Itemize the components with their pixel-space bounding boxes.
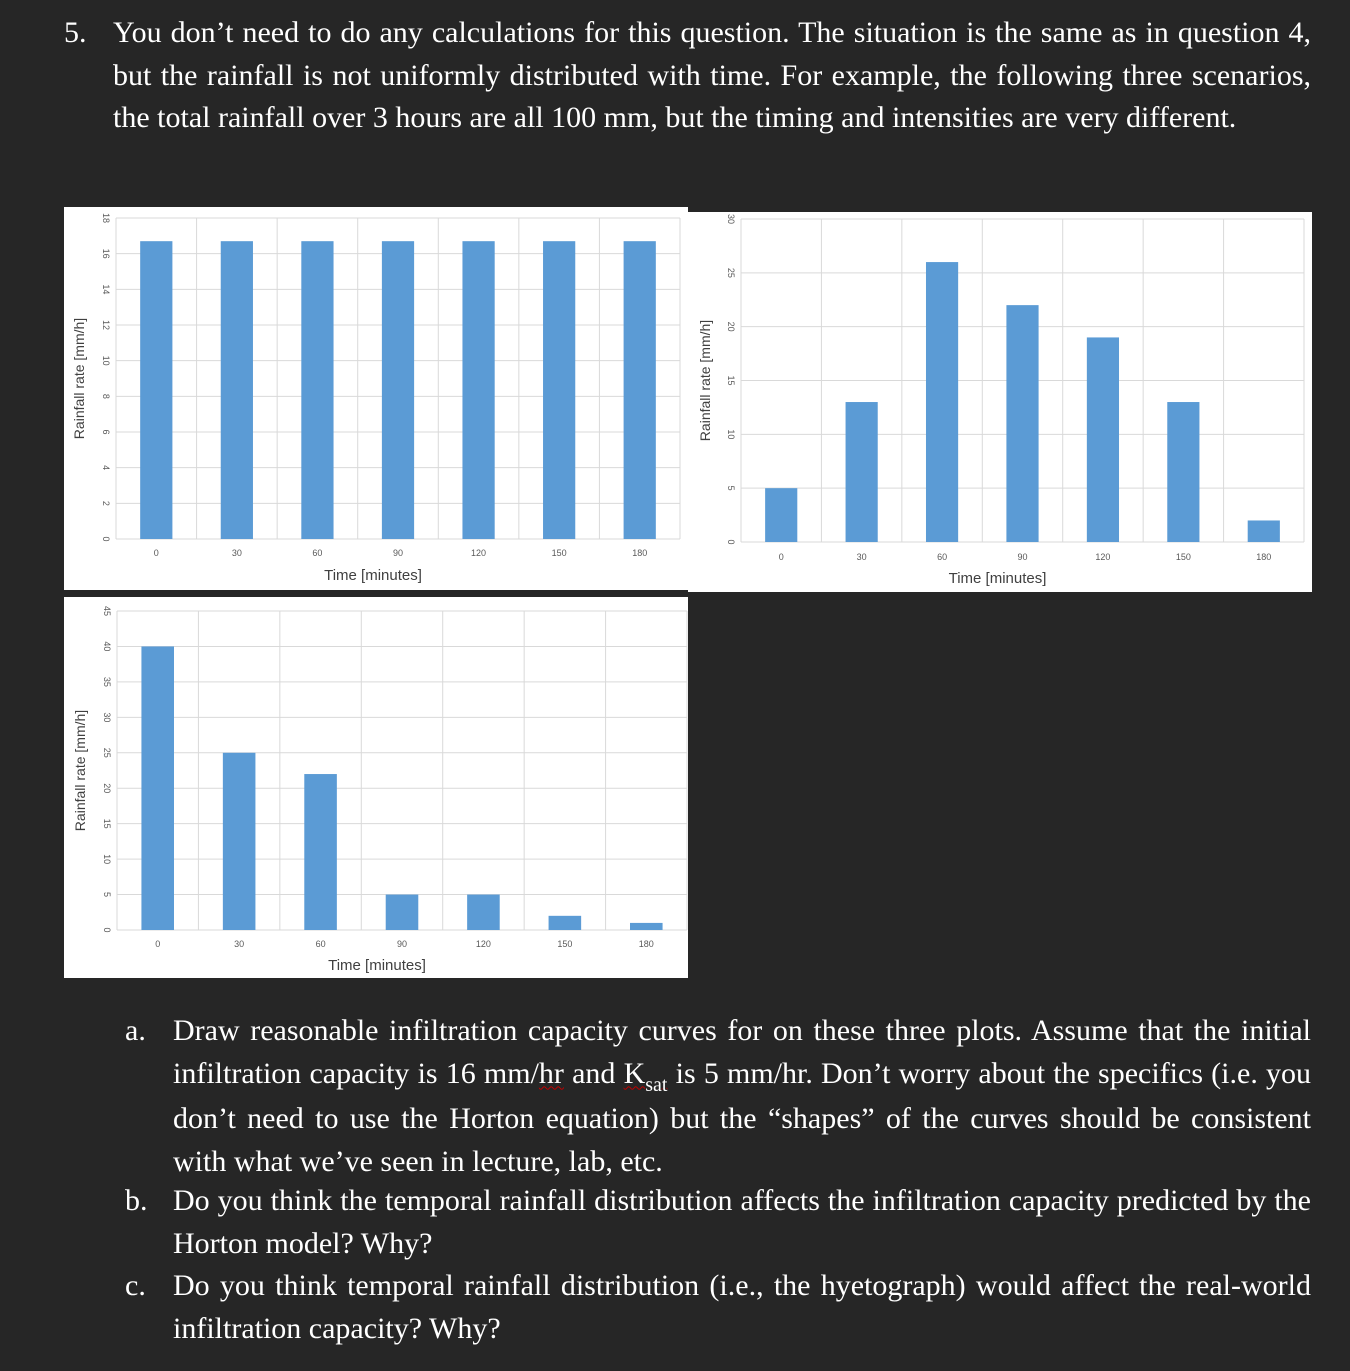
y-tick-label: 0: [726, 539, 736, 545]
x-tick-label: 120: [475, 939, 491, 949]
y-tick-label: 10: [101, 355, 111, 366]
y-tick-label: 2: [101, 500, 111, 506]
bar: [549, 916, 582, 930]
x-tick-label: 90: [1017, 552, 1028, 562]
x-tick-label: 150: [1175, 552, 1191, 562]
bar: [301, 241, 333, 539]
y-tick-label: 12: [101, 319, 111, 331]
bar: [1006, 305, 1038, 542]
bar: [382, 241, 414, 539]
bar: [926, 262, 958, 542]
x-tick-label: 0: [155, 939, 161, 949]
part-b-text: Do you think the temporal rainfall distribution affects the infiltration capacity predicted by the Horton model? Why?: [173, 1184, 1311, 1260]
chart-uniform: [64, 207, 688, 590]
y-axis-label: Rainfall rate [mm/h]: [72, 709, 88, 832]
x-axis-label: Time [minutes]: [324, 567, 422, 584]
x-tick-label: 30: [856, 552, 867, 562]
bar: [1167, 402, 1199, 542]
bar: [765, 488, 797, 542]
x-tick-label: 120: [471, 548, 487, 558]
bar: [221, 241, 253, 539]
y-tick-label: 14: [101, 284, 111, 295]
part-c: [125, 1265, 1311, 1350]
part-b-label: b.: [125, 1184, 148, 1217]
bar: [462, 241, 494, 539]
y-tick-label: 15: [102, 818, 112, 829]
y-tick-label: 8: [101, 393, 111, 399]
x-tick-label: 150: [557, 939, 573, 949]
chart-peaked: [688, 212, 1312, 592]
x-tick-label: 150: [551, 548, 567, 558]
bar: [304, 774, 337, 930]
bar: [140, 241, 172, 539]
part-a: [125, 1010, 1311, 1180]
y-tick-label: 40: [102, 641, 112, 652]
x-tick-label: 90: [396, 939, 408, 949]
x-axis-label: Time [minutes]: [328, 957, 426, 974]
question-text: You don’t need to do any calculations for this question. The situation is the same as in question 4, but the rainfall is not uniformly distributed with time. For example, the following three scenarios, the total rainfall over 3 hours are all 100 mm, but the timing and intensities are very different.: [113, 16, 1311, 134]
x-tick-label: 30: [234, 939, 245, 949]
y-tick-label: 4: [101, 465, 111, 471]
y-axis-label: Rainfall rate [mm/h]: [697, 319, 713, 442]
bar: [1248, 520, 1280, 542]
x-tick-label: 120: [1095, 552, 1111, 562]
x-tick-label: 90: [392, 548, 404, 558]
y-tick-label: 16: [101, 248, 111, 259]
y-tick-label: 0: [101, 536, 111, 542]
bar: [624, 241, 656, 539]
x-tick-label: 180: [638, 939, 654, 949]
bar: [1087, 337, 1119, 542]
y-tick-label: 45: [102, 605, 112, 617]
bar: [386, 895, 419, 930]
y-tick-label: 20: [726, 321, 736, 332]
bar: [543, 241, 575, 539]
y-tick-label: 0: [102, 927, 112, 933]
chart-peaked-svg: [688, 212, 1312, 592]
y-tick-label: 20: [102, 783, 112, 794]
question-number: 5.: [64, 16, 87, 49]
x-tick-label: 180: [1256, 552, 1272, 562]
x-tick-label: 180: [632, 548, 648, 558]
chart-front-loaded-svg: [64, 597, 688, 978]
x-tick-label: 0: [153, 548, 159, 558]
y-tick-label: 30: [102, 712, 112, 723]
part-a-label: a.: [125, 1014, 146, 1047]
bar: [630, 923, 663, 930]
part-c-label: c.: [125, 1269, 146, 1302]
y-tick-label: 5: [102, 892, 112, 898]
bar: [141, 646, 174, 930]
y-tick-label: 5: [726, 485, 736, 491]
x-tick-label: 60: [315, 939, 326, 949]
y-tick-label: 35: [102, 676, 112, 687]
bar: [223, 753, 256, 930]
bar: [846, 402, 878, 542]
x-tick-label: 0: [778, 552, 784, 562]
chart-front-loaded: [64, 597, 688, 978]
part-c-text: Do you think temporal rainfall distribution (i.e., the hyetograph) would affect the real-world infiltration capacity? Why?: [173, 1269, 1311, 1345]
y-tick-label: 10: [102, 854, 112, 865]
y-tick-label: 18: [101, 212, 111, 224]
y-axis-label: Rainfall rate [mm/h]: [71, 317, 87, 440]
y-tick-label: 25: [102, 747, 112, 758]
chart-uniform-svg: [64, 207, 688, 590]
y-tick-label: 15: [726, 375, 736, 386]
x-tick-label: 60: [937, 552, 948, 562]
bar: [467, 895, 500, 930]
part-a-text: Draw reasonable infiltration capacity curves for on these three plots. Assume that the initial infiltration capacity is 16 mm/hr and $K_{sat}$ is 5 mm/hr. Don’t worry about the specifics (i.e. you don’t need to use the Horton equation) but the “shapes” of the curves should be consistent with what we’ve seen in lecture, lab, etc.: [173, 1014, 1311, 1178]
x-tick-label: 60: [312, 548, 323, 558]
y-tick-label: 30: [726, 213, 736, 225]
y-tick-label: 10: [726, 429, 736, 440]
y-tick-label: 25: [726, 267, 736, 278]
part-b: [125, 1180, 1311, 1265]
x-tick-label: 30: [231, 548, 242, 558]
x-axis-label: Time [minutes]: [948, 570, 1047, 587]
y-tick-label: 6: [101, 429, 111, 435]
